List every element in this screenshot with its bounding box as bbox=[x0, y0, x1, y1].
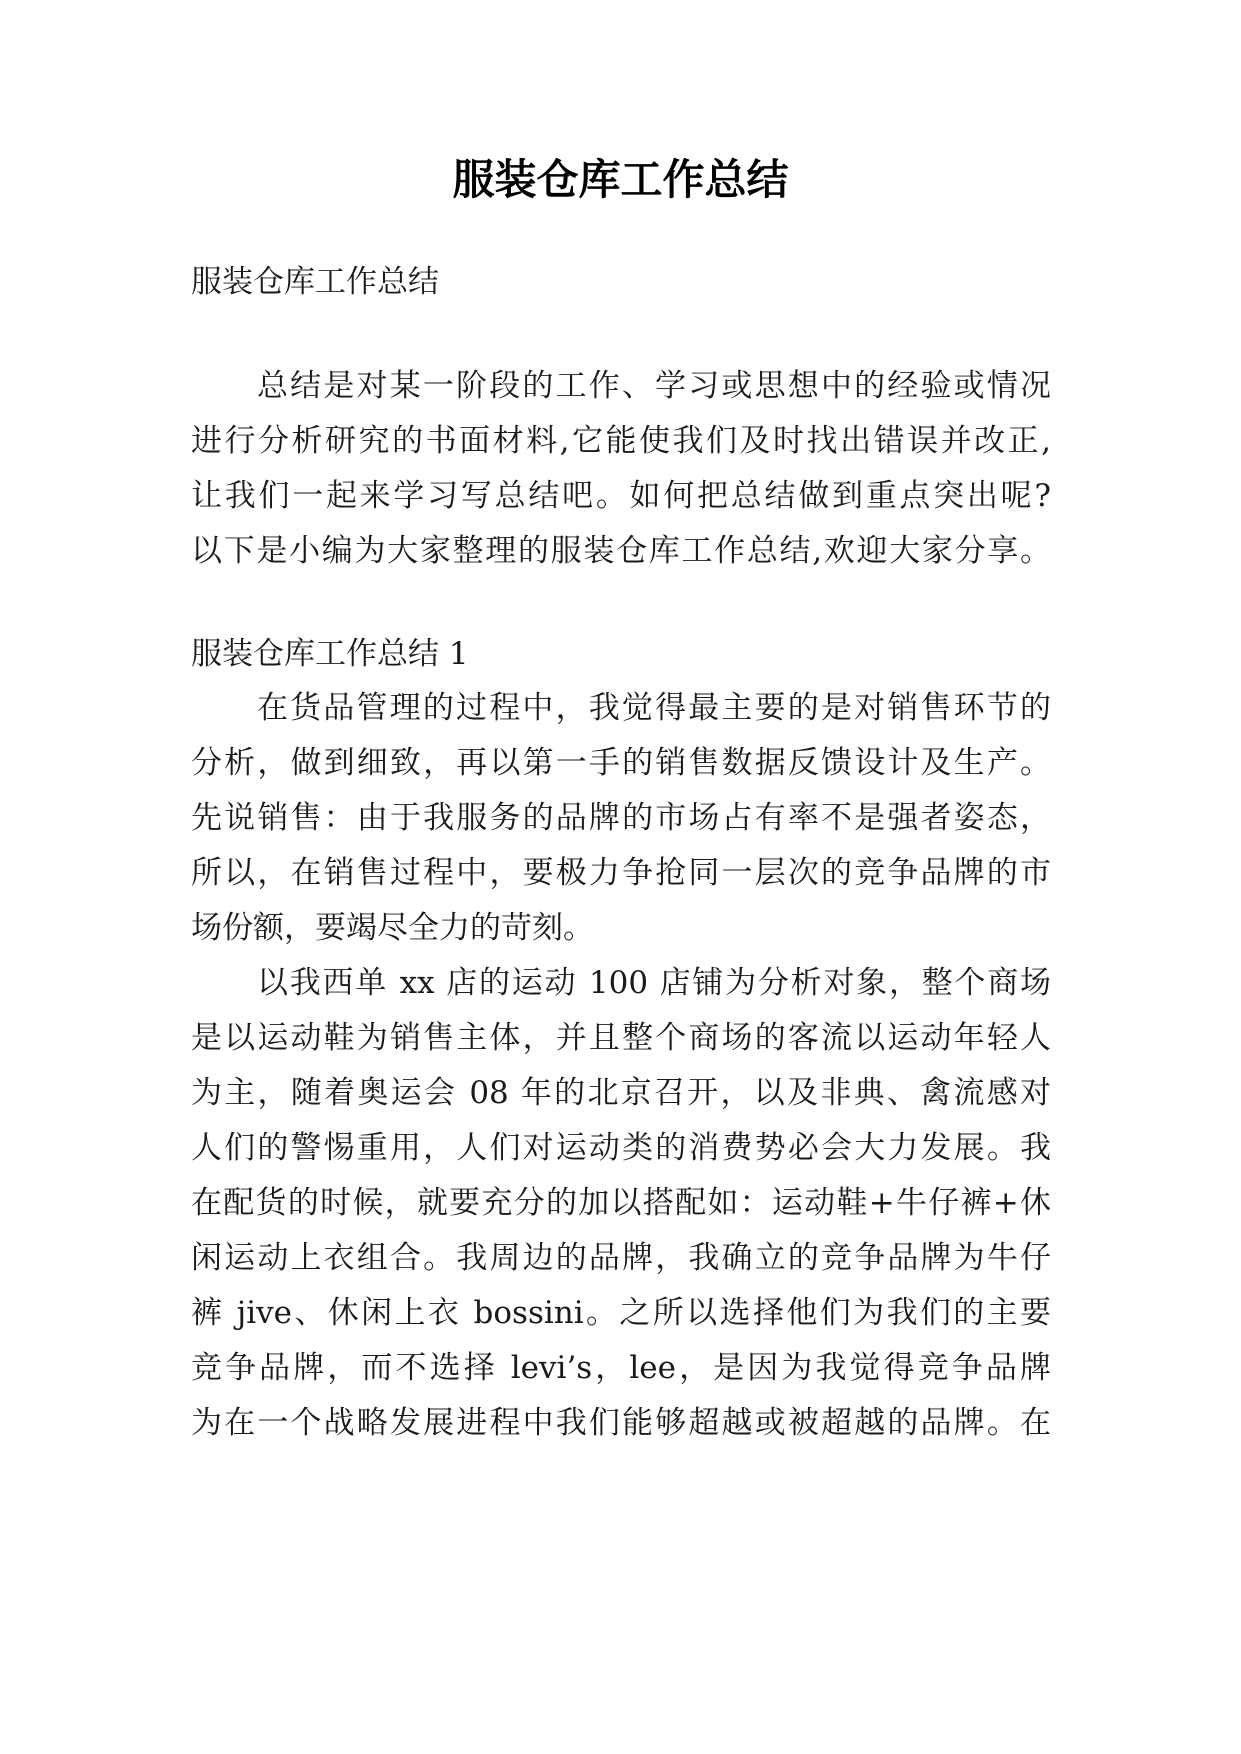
section-heading: 服装仓库工作总结 1 bbox=[191, 636, 469, 672]
paragraph-line: 分析，做到细致，再以第一手的销售数据反馈设计及生产。 bbox=[191, 745, 1051, 781]
paragraph-line: 竞争品牌，而不选择 levi’s，lee，是因为我觉得竞争品牌 bbox=[191, 1350, 1051, 1386]
intro-line: 以下是小编为大家整理的服装仓库工作总结,欢迎大家分享。 bbox=[191, 533, 1051, 569]
paragraph-line: 在货品管理的过程中，我觉得最主要的是对销售环节的 bbox=[257, 690, 1051, 726]
paragraph-line: 所以，在销售过程中，要极力争抢同一层次的竞争品牌的市 bbox=[191, 855, 1051, 891]
paragraph-line: 人们的警惕重用，人们对运动类的消费势必会大力发展。我 bbox=[191, 1130, 1051, 1166]
intro-line: 总结是对某一阶段的工作、学习或思想中的经验或情况 bbox=[257, 368, 1051, 404]
intro-line: 让我们一起来学习写总结吧。如何把总结做到重点突出呢? bbox=[191, 478, 1051, 514]
subtitle: 服装仓库工作总结 bbox=[191, 264, 439, 300]
paragraph-line: 在配货的时候，就要充分的加以搭配如：运动鞋+牛仔裤+休 bbox=[191, 1185, 1051, 1221]
paragraph-line: 闲运动上衣组合。我周边的品牌，我确立的竞争品牌为牛仔 bbox=[191, 1240, 1051, 1276]
paragraph-line: 是以运动鞋为销售主体，并且整个商场的客流以运动年轻人 bbox=[191, 1020, 1051, 1056]
paragraph-line: 裤 jive、休闲上衣 bossini。之所以选择他们为我们的主要 bbox=[191, 1295, 1051, 1331]
document-title: 服装仓库工作总结 bbox=[452, 155, 789, 204]
paragraph-line: 为主，随着奥运会 08 年的北京召开，以及非典、禽流感对 bbox=[191, 1075, 1051, 1111]
paragraph-line: 先说销售：由于我服务的品牌的市场占有率不是强者姿态， bbox=[191, 800, 1051, 836]
intro-line: 进行分析研究的书面材料,它能使我们及时找出错误并改正, bbox=[191, 423, 1051, 459]
paragraph-line: 场份额，要竭尽全力的苛刻。 bbox=[191, 910, 594, 946]
paragraph-line: 为在一个战略发展进程中我们能够超越或被超越的品牌。在 bbox=[191, 1405, 1051, 1441]
paragraph-line: 以我西单 xx 店的运动 100 店铺为分析对象，整个商场 bbox=[257, 965, 1051, 1001]
